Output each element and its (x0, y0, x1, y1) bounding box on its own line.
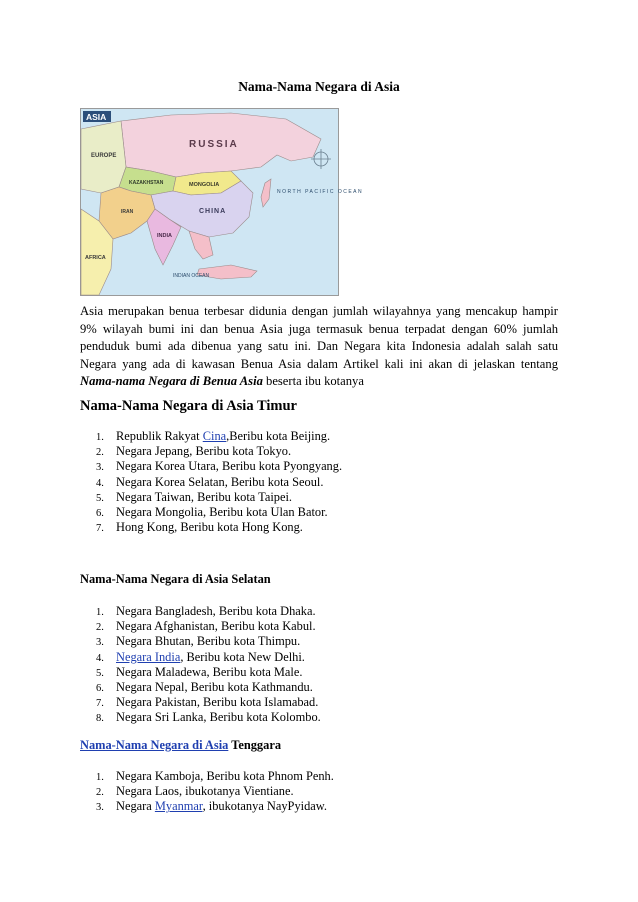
map-label-north-pacific: NORTH PACIFIC OCEAN (277, 189, 364, 195)
link-heading-asia[interactable]: Nama-Nama Negara di Asia (80, 738, 229, 752)
heading-asia-selatan: Nama-Nama Negara di Asia Selatan (80, 572, 271, 586)
map-label-europe: EUROPE (91, 153, 117, 159)
heading-asia-tenggara: Nama-Nama Negara di Asia Tenggara (80, 738, 282, 752)
map-label-indian-ocean: INDIAN OCEAN (173, 273, 210, 279)
map-label-india: INDIA (157, 233, 172, 239)
asia-map-image (80, 108, 364, 296)
intro-tail: beserta ibu kotanya (262, 374, 364, 389)
map-label-asia: ASIA (86, 112, 107, 122)
list-item: 3. Negara Myanmar, ibukotanya NayPyidaw. (96, 799, 328, 814)
map-label-iran: IRAN (121, 209, 134, 215)
list-item: 1. Negara Bangladesh, Beribu kota Dhaka. (96, 604, 316, 618)
list-item: 8. Negara Sri Lanka, Beribu kota Kolombo. (96, 710, 321, 725)
list-item: 7. Hong Kong, Beribu kota Hong Kong. (96, 520, 303, 535)
intro-paragraph (80, 303, 558, 391)
list-item: 3. Negara Bhutan, Beribu kota Thimpu. (96, 634, 301, 649)
link-cina[interactable]: Cina (202, 429, 227, 443)
list-item: 1. Republik Rakyat Cina,Beribu kota Beijing. (96, 429, 331, 443)
map-label-russia: RUSSIA (189, 139, 239, 150)
list-item: 2. Negara Afghanistan, Beribu kota Kabul. (96, 619, 316, 634)
list-item: 6. Negara Nepal, Beribu kota Kathmandu. (96, 679, 313, 694)
list-asia-selatan (80, 604, 321, 726)
list-item: 4. Negara India, Beribu kota New Delhi. (96, 649, 305, 664)
list-item: 3. Negara Korea Utara, Beribu kota Pyongyang. (96, 459, 343, 474)
link-myanmar[interactable]: Myanmar (154, 799, 203, 814)
list-item: 4. Negara Korea Selatan, Beribu kota Seoul. (96, 474, 324, 489)
map-label-china: CHINA (199, 208, 227, 215)
list-asia-tenggara (80, 769, 334, 815)
list-item: 1. Negara Kamboja, Beribu kota Phnom Penh. (96, 769, 334, 783)
asia-map-graphic (81, 109, 364, 295)
page-title: Nama-Nama Negara di Asia (238, 79, 400, 94)
list-asia-timur (80, 429, 342, 535)
list-item: 2. Negara Laos, ibukotanya Vientiane. (96, 784, 294, 799)
list-item: 5. Negara Taiwan, Beribu kota Taipei. (96, 489, 293, 504)
map-label-africa: AFRICA (85, 255, 106, 261)
link-negara-india[interactable]: Negara India (116, 649, 181, 664)
list-item: 7. Negara Pakistan, Beribu kota Islamabad. (96, 695, 319, 710)
list-item: 5. Negara Maladewa, Beribu kota Male. (96, 664, 303, 679)
heading-asia-timur: Nama-Nama Negara di Asia Timur (80, 398, 297, 414)
map-label-kazakhstan: KAZAKHSTAN (129, 180, 164, 186)
map-label-mongolia: MONGOLIA (189, 182, 220, 188)
list-item: 2. Negara Jepang, Beribu kota Tokyo. (96, 444, 292, 459)
intro-emphasis: Nama-nama Negara di Benua Asia (80, 374, 263, 389)
list-item: 6. Negara Mongolia, Beribu kota Ulan Bator. (96, 504, 328, 519)
intro-text: Asia merupakan benua terbesar didunia dengan jumlah wilayahnya yang mencakup hampir 9% wilayah bumi ini dan benua Asia juga termasuk benua terpadat dengan 60% jumlah penduduk bumi ada dibenua yang satu ini. Dan Negara kita Indonesia adalah salah satu Negara yang ada di kawasan Benua Asia dalam Artikel kali ini akan di jelaskan tentang (80, 304, 558, 371)
